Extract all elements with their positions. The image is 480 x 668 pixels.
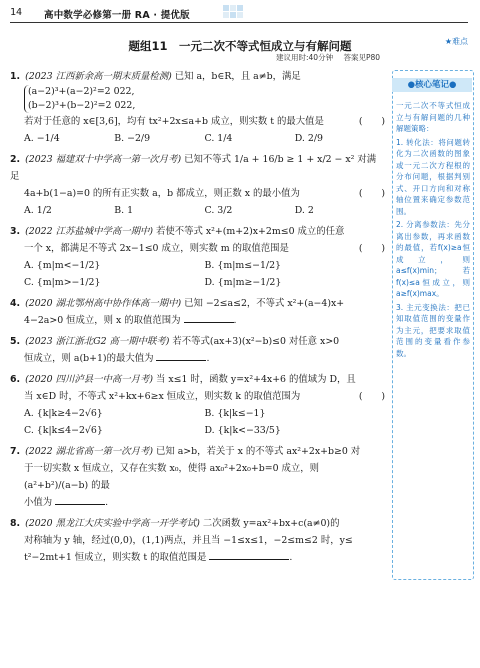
option-a[interactable]: A. {k|k≥4−2√6} [24,408,103,419]
question-5: 5. (2023 浙江浙北G2 高一期中联考) 若不等式(ax+3)(x²−b)≤0 对任意 x>0 恒成立，则 a(b+1)的最大值为 . [10,336,340,364]
equation: (a−2)³+(a−2)²=2 022, [28,86,135,97]
options [10,130,385,147]
question-number: 6. [10,374,21,385]
page-header [0,0,480,28]
note-paragraph: 2. 分离参数法：先分离出参数，再求函数的最值，若f(x)≥a恒成立，则a≤f(x)min；若f(x)≤a恒成立，则a≥f(x)max。 [396,220,470,298]
question-2 [10,151,385,219]
question-number: 8. [10,518,21,529]
question-number: 5. [10,336,21,347]
equation-system [24,85,135,113]
answer-page: 答案见P80 [343,53,381,62]
question-stem: t²−2mt+1 恒成立，则实数 t 的取值范围是 [24,552,207,563]
option-c[interactable]: C. {m|m>−1/2} [24,277,101,288]
question-7: 7. (2022 湖北省高一第一次月考) 已知 a>b，若关于 x 的不等式 ax²+2x+b≥0 对 于一切实数 x 恒成立，又存在实数 x₀，使得 ax₀²+2x₀+b=0 成立，则 (a²+b²)/(a−b) 的最 小值为 . [10,446,361,508]
option-b[interactable]: B. 1 [114,205,134,216]
question-stem: 若对于任意的 x∈[3,6]，均有 tx²+2x≤a+b 成立，则实数 t 的最大值是 [24,116,324,127]
answer-paren: ( ) [358,116,385,127]
question-8: 8. (2020 黑龙江大庆实验中学高一开学考试) 二次函数 y=ax²+bx+c(a≠0)的 对称轴为 y 轴，经过(0,0)，(1,1)两点，并且当 −1≤x≤1，−2≤m≤2 时，y≤ t²−2mt+1 恒成立，则实数 t 的取值范围是 . [10,518,353,563]
question-stem: 恒成立，则 a(b+1)的最大值为 [24,353,154,364]
sidebar-tab: ●核心笔记● [392,78,472,92]
answer-blank[interactable] [156,350,206,361]
question-source: (2022 江苏盐城中学高一期中) [25,226,153,237]
series-title: 高中数学必修第一册 RA · 提优版 [44,10,190,21]
question-6 [10,371,385,439]
options [10,405,385,439]
options [10,257,385,291]
option-a[interactable]: A. {m|m<−1/2} [24,260,101,271]
note-paragraph: 3. 主元变换法：把已知取值范围的变量作为主元，把要求取值范围的变量看作参数。 [396,302,470,358]
question-number: 3. [10,226,21,237]
question-stem: 已知 a，b∈R，且 a≠b，满足 [174,71,301,82]
question-stem: 当 x∈D 时，不等式 x²+kx+6≥x 恒成立，则实数 k 的取值范围为 [24,391,301,402]
question-number: 2. [10,154,21,165]
question-source: (2023 江西新余高一期末质量检测) [25,71,172,82]
answer-blank[interactable] [55,494,105,505]
question-stem: 于一切实数 x 恒成立，又存在实数 x₀，使得 ax₀²+2x₀+b=0 成立，则 (a²+b²)/(a−b) 的最 [24,463,320,491]
question-stem: 4−2a>0 恒成立，则 x 的取值范围为 [24,315,181,326]
question-source: (2022 湖北省高一第一次月考) [25,446,153,457]
question-source: (2023 福建双十中学高一第一次月考) [25,154,182,165]
option-b[interactable]: B. {m|m≤−1/2} [204,260,282,271]
answer-blank[interactable] [184,312,234,323]
decorative-pattern-icon [222,4,244,20]
question-source: (2020 四川泸县一中高一月考) [25,374,153,385]
question-stem: 对称轴为 y 轴，经过(0,0)，(1,1)两点，并且当 −1≤x≤1，−2≤m≤2 时，y≤ [24,535,353,546]
option-b[interactable]: B. −2/9 [114,133,151,144]
equation: (b−2)³+(b−2)²=2 022, [28,100,136,111]
page-number: 14 [10,7,23,18]
importance-badge: ★难点 [444,37,468,46]
question-number: 7. [10,446,21,457]
answer-paren: ( ) [358,391,385,402]
question-stem: 若使不等式 x²+(m+2)x+2m≤0 成立的任意 [155,226,345,237]
option-a[interactable]: A. −1/4 [24,133,60,144]
option-c[interactable]: C. 1/4 [204,133,233,144]
question-source: (2023 浙江浙北G2 高一期中联考) [25,336,170,347]
options [10,202,385,219]
question-source: (2020 黑龙江大庆实验中学高一开学考试) [25,518,200,529]
note-paragraph: 1. 转化法：将问题转化为二次函数的图象或一元二次方程根的分布问题，根据判别式、开口方向和对称轴位置来确定参数范围。 [396,137,470,216]
section-title: 题组11 一元二次不等式恒成立与有解问题 [128,39,352,53]
option-c[interactable]: C. 3/2 [204,205,233,216]
option-a[interactable]: A. 1/2 [24,205,52,216]
note-paragraph: 一元二次不等式恒成立与有解问题的几种解题策略： [396,101,470,133]
time-info [276,52,388,63]
answer-paren: ( ) [358,188,385,199]
question-stem: 已知 −2≤a≤2，不等式 x²+(a−4)x+ [184,298,345,309]
suggested-time: 建议用时:40分钟 [276,53,334,62]
option-d[interactable]: D. 2/9 [294,133,323,144]
question-stem: 小值为 [24,497,53,508]
question-3 [10,223,385,291]
header-rule [10,22,468,23]
question-stem: 一个 x，都满足不等式 2x−1≤0 成立，则实数 m 的取值范围是 [24,243,289,254]
question-4: 4. (2020 湖北鄂州高中协作体高一期中) 已知 −2≤a≤2，不等式 x²+(a−4)x+ 4−2a>0 恒成立，则 x 的取值范围为 . [10,298,345,326]
question-number: 4. [10,298,21,309]
option-d[interactable]: D. 2 [294,205,314,216]
question-source: (2020 湖北鄂州高中协作体高一期中) [25,298,182,309]
question-stem: 4a+b(1−a)=0 的所有正实数 a，b 都成立，则正数 x 的最小值为 [24,188,300,199]
question-list [10,68,385,570]
question-number: 1. [10,71,21,82]
option-b[interactable]: B. {k|k≤−1} [204,408,266,419]
question-stem: 当 x≤1 时，函数 y=x²+4x+6 的值域为 D，且 [155,374,356,385]
option-d[interactable]: D. {m|m≥−1/2} [204,277,282,288]
option-d[interactable]: D. {k|k<−33/5} [204,425,281,436]
answer-paren: ( ) [358,243,385,254]
question-stem: 若不等式(ax+3)(x²−b)≤0 对任意 x>0 [172,336,340,347]
sidebar-notes [396,100,470,361]
question-1 [10,68,385,147]
question-stem: 已知不等式 1/a + 16/b ≥ 1 + x/2 − x² 对满足 [10,154,377,182]
question-stem: 二次函数 y=ax²+bx+c(a≠0)的 [202,518,340,529]
question-stem: 已知 a>b，若关于 x 的不等式 ax²+2x+b≥0 对 [155,446,361,457]
answer-blank[interactable] [209,549,289,560]
option-c[interactable]: C. {k|k≤4−2√6} [24,425,103,436]
